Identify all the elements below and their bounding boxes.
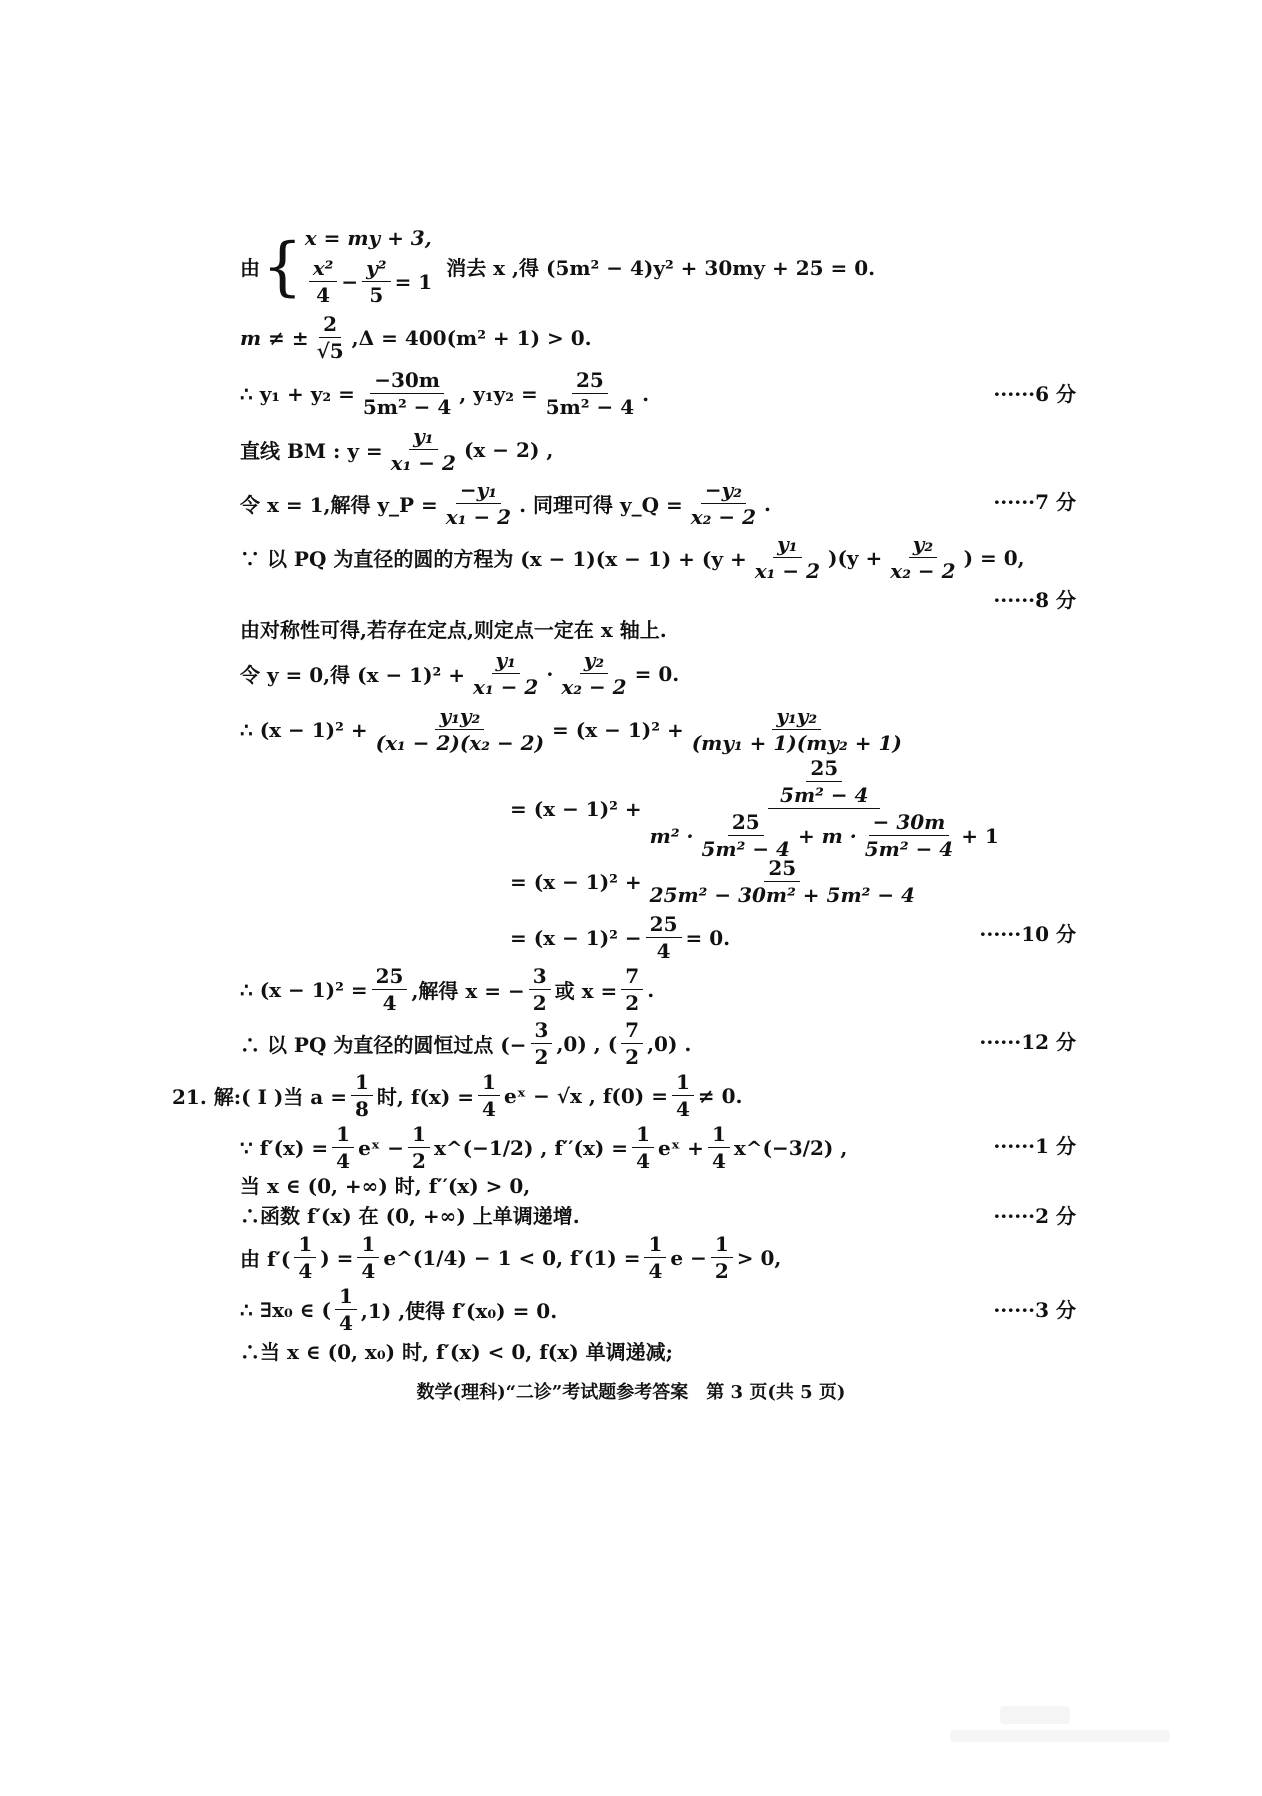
numerator (768, 756, 880, 809)
fraction (529, 964, 551, 1015)
numerator: 2 (319, 312, 341, 338)
text: = 0. (685, 925, 731, 950)
derivation-line-4 (510, 912, 730, 963)
denominator: 5m² − 4 (780, 783, 869, 807)
text: x^(−3/2) , (733, 1135, 848, 1160)
fraction (776, 756, 872, 807)
text: )(y + (828, 545, 883, 570)
numerator: 1 (711, 1232, 733, 1258)
fraction (557, 648, 630, 699)
y-zero-line (240, 648, 679, 699)
text: x^(−1/2) , f′′(x) = (433, 1135, 629, 1160)
score-1: ······1 分 (993, 1134, 1076, 1158)
text: e^(1/4) − 1 < 0, f′(1) = (383, 1245, 641, 1270)
fraction (688, 704, 906, 755)
text: 21. 解:( Ⅰ )当 a = (172, 1085, 347, 1109)
denominator: 4 (382, 991, 397, 1015)
positive-second-derivative-line: 当 x ∈ (0, +∞) 时, f′′(x) > 0, (240, 1174, 531, 1198)
text: . 同理可得 y_Q = (519, 493, 683, 517)
denominator: 5m² − 4 (701, 837, 790, 861)
fraction (335, 1284, 357, 1335)
sign-check-line (240, 1232, 781, 1283)
fraction (542, 368, 638, 419)
text: ∵ f′(x) = (240, 1135, 329, 1160)
text: . (647, 977, 655, 1002)
denominator: 4 (361, 1259, 376, 1283)
text: + 1 (961, 823, 999, 848)
fixed-points-line (240, 1018, 691, 1069)
fraction (469, 648, 542, 699)
denominator: 4 (676, 1097, 690, 1121)
denominator: 2 (532, 991, 547, 1015)
fraction (442, 478, 515, 529)
numerator: 1 (644, 1232, 666, 1258)
numerator: 3 (529, 964, 551, 990)
derivatives-line (240, 1122, 847, 1173)
fraction (309, 256, 338, 307)
denominator: 4 (338, 1311, 353, 1335)
denominator: 2 (412, 1149, 426, 1173)
derivation-line-3 (510, 856, 923, 907)
text: . (642, 381, 650, 406)
denominator: x₁ − 2 (754, 559, 820, 583)
fraction (687, 478, 760, 529)
text: ≠ 0. (697, 1083, 743, 1108)
fraction (313, 312, 348, 363)
system-row-1: x = my + 3, (304, 226, 432, 250)
faint-watermark (940, 1700, 1180, 1750)
text: ,解得 x = − (411, 979, 525, 1003)
numerator: 1 (335, 1284, 357, 1310)
exists-x0-line (240, 1284, 557, 1335)
numerator: 25 (806, 756, 842, 782)
denominator: (my₁ + 1)(my₂ + 1) (691, 731, 902, 755)
fraction (387, 424, 460, 475)
numerator: x² (309, 256, 338, 282)
denominator: 8 (355, 1097, 369, 1121)
denominator: x₁ − 2 (445, 505, 512, 529)
denominator: 4 (648, 1259, 663, 1283)
text: ,0) , ( (556, 1031, 618, 1056)
text: ,0) . (647, 1031, 692, 1056)
denominator: x₂ − 2 (690, 505, 757, 529)
numerator: 25 (728, 810, 764, 836)
text: ,Δ = 400(m² + 1) > 0. (351, 325, 592, 350)
text: 或 x = (554, 979, 618, 1003)
score-10: ······10 分 (979, 922, 1076, 946)
denominator: 4 (711, 1149, 726, 1173)
fraction (359, 368, 455, 419)
text: eˣ + (657, 1135, 704, 1160)
denominator: x₁ − 2 (390, 451, 456, 475)
fraction (886, 532, 959, 583)
numerator: 25 (764, 856, 800, 882)
increasing-line: ∴函数 f′(x) 在 (0, +∞) 上单调递增. (240, 1204, 580, 1228)
fraction (621, 1018, 643, 1069)
fraction (672, 1070, 694, 1121)
symmetry-line: 由对称性可得,若存在定点,则定点一定在 x 轴上. (240, 618, 667, 642)
fraction (357, 1232, 379, 1283)
fraction (408, 1122, 430, 1173)
text: = (x − 1)² + (510, 869, 642, 894)
score-8: ······8 分 (993, 588, 1076, 612)
text: + m · (797, 823, 857, 848)
denominator: 4 (336, 1149, 351, 1173)
fraction (531, 1018, 553, 1069)
fraction (294, 1232, 316, 1283)
eliminate-text: 消去 x ,得 (5m² − 4)y² + 30my + 25 = 0. (446, 256, 876, 280)
denominator: (x₁ − 2)(x₂ − 2) (375, 731, 545, 755)
denominator: 4 (298, 1259, 313, 1283)
denominator: 4 (656, 939, 671, 963)
numerator: y₂ (909, 532, 937, 558)
denominator: 5m² − 4 (864, 837, 954, 861)
text: ) = 0, (963, 545, 1025, 570)
numerator: y₁ (492, 648, 520, 674)
denominator: x₂ − 2 (561, 675, 627, 699)
denominator: 2 (625, 1045, 640, 1069)
text: 令 x = 1,解得 y_P = (240, 493, 438, 517)
denominator: 5m² − 4 (545, 395, 635, 419)
text: > 0, (736, 1245, 782, 1270)
score-7: ······7 分 (993, 490, 1076, 514)
fraction (372, 964, 408, 1015)
denominator: 5 (369, 283, 384, 307)
score-2: ······2 分 (993, 1204, 1076, 1228)
text: = (x − 1)² + (510, 796, 642, 821)
denominator: x₂ − 2 (890, 559, 956, 583)
text: . (764, 491, 772, 516)
text: m² · (649, 823, 694, 848)
vieta-line (240, 368, 649, 419)
denominator: √5 (316, 339, 344, 363)
text: 由 f′( (240, 1247, 291, 1271)
system-rows (305, 226, 432, 307)
text: (x − 2) , (463, 437, 554, 462)
denominator: 2 (534, 1045, 549, 1069)
numerator: y₁y₂ (772, 704, 821, 730)
fraction (861, 810, 957, 861)
text: m ≠ ± (240, 325, 309, 350)
denominator: 2 (625, 991, 640, 1015)
text: ∵ 以 PQ 为直径的圆的方程为 (x − 1)(x − 1) + (y + (240, 547, 747, 571)
numerator: 25 (372, 964, 408, 990)
numerator: 1 (632, 1122, 654, 1148)
numerator: 7 (621, 1018, 643, 1044)
numerator: y² (362, 256, 390, 282)
text: ,1) ,使得 f′(x₀) = 0. (360, 1299, 558, 1323)
text: eˣ − (358, 1135, 405, 1160)
yp-yq-line (240, 478, 771, 529)
fraction (711, 1232, 733, 1283)
denominator: x₁ − 2 (473, 675, 539, 699)
derivation-line-2 (510, 756, 1007, 861)
text: ∴ (x − 1)² = (240, 977, 368, 1002)
numerator: y₁y₂ (435, 704, 484, 730)
text: · (546, 661, 554, 686)
numerator: − 30m (869, 810, 950, 836)
solve-x-line (240, 964, 654, 1015)
numerator: 1 (672, 1070, 694, 1096)
denominator: 4 (482, 1097, 496, 1121)
denominator: 4 (316, 283, 331, 307)
derivation-line-1 (240, 704, 910, 755)
fraction (351, 1070, 373, 1121)
text: ∴ ∃x₀ ∈ ( (240, 1297, 331, 1322)
text: ∴ (x − 1)² + (240, 717, 368, 742)
text: ) = (320, 1245, 354, 1270)
numerator: y₁ (773, 532, 801, 558)
text: ∴ y₁ + y₂ = (240, 381, 355, 406)
denominator: 5m² − 4 (362, 395, 452, 419)
text: eˣ − √x , f(0) = (503, 1083, 668, 1108)
score-3: ······3 分 (993, 1298, 1076, 1322)
system-row-2: $\frac{\text{x²}}{4}$ − $\frac{\text{y²}}{5}$ = 1 (305, 256, 432, 307)
fraction (646, 856, 919, 907)
fraction (372, 704, 548, 755)
numerator: 25 (646, 912, 682, 938)
fraction (644, 1232, 666, 1283)
text: ∴ 以 PQ 为直径的圆恒过点 (− (240, 1033, 527, 1057)
decreasing-line: ∴当 x ∈ (0, x₀) 时, f′(x) < 0, f(x) 单调递减; (240, 1340, 674, 1364)
complex-fraction (646, 756, 1003, 861)
text: 直线 BM : y = (240, 439, 383, 463)
numerator: −y₂ (701, 478, 746, 504)
text: 时, f(x) = (376, 1085, 475, 1109)
m-condition-line (240, 312, 592, 363)
numerator: 1 (351, 1070, 373, 1096)
numerator: 1 (294, 1232, 316, 1258)
text: = (x − 1)² + (552, 717, 684, 742)
text: = 0. (634, 661, 680, 686)
numerator: 1 (408, 1122, 430, 1148)
text: = (x − 1)² − (510, 925, 642, 950)
numerator: 1 (478, 1070, 500, 1096)
fraction (621, 964, 643, 1015)
score-12: ······12 分 (979, 1030, 1076, 1054)
denominator: 2 (714, 1259, 729, 1283)
score-6: ······6 分 (993, 382, 1076, 406)
fraction (362, 256, 390, 307)
fraction (708, 1122, 730, 1173)
text: e − (670, 1245, 707, 1270)
numerator: 1 (357, 1232, 379, 1258)
numerator: −30m (370, 368, 444, 394)
numerator: y₁ (409, 424, 437, 450)
fraction (332, 1122, 354, 1173)
denominator: 4 (636, 1149, 650, 1173)
fraction (478, 1070, 500, 1121)
line-bm (240, 424, 553, 475)
text: 令 y = 0,得 (x − 1)² + (240, 663, 466, 687)
numerator: 3 (531, 1018, 553, 1044)
brace: { (262, 229, 303, 304)
numerator: −y₁ (456, 478, 501, 504)
numerator: 25 (572, 368, 608, 394)
numerator: 7 (621, 964, 643, 990)
system-equation-line (240, 226, 875, 307)
fraction (646, 912, 682, 963)
text: , y₁y₂ = (459, 381, 538, 406)
equals-one: = 1 (394, 269, 433, 294)
denominator (646, 809, 1003, 861)
problem-21-line (172, 1070, 743, 1121)
numerator: 1 (332, 1122, 354, 1148)
fraction (632, 1122, 654, 1173)
circle-equation-line (240, 532, 1025, 583)
fraction (751, 532, 824, 583)
denominator: 25m² − 30m² + 5m² − 4 (649, 883, 915, 907)
you-word: 由 (240, 256, 260, 280)
fraction (698, 810, 794, 861)
page-footer: 数学(理科)“二诊”考试题参考答案 第 3 页(共 5 页) (416, 1382, 846, 1403)
numerator: 1 (708, 1122, 730, 1148)
numerator: y₂ (580, 648, 608, 674)
